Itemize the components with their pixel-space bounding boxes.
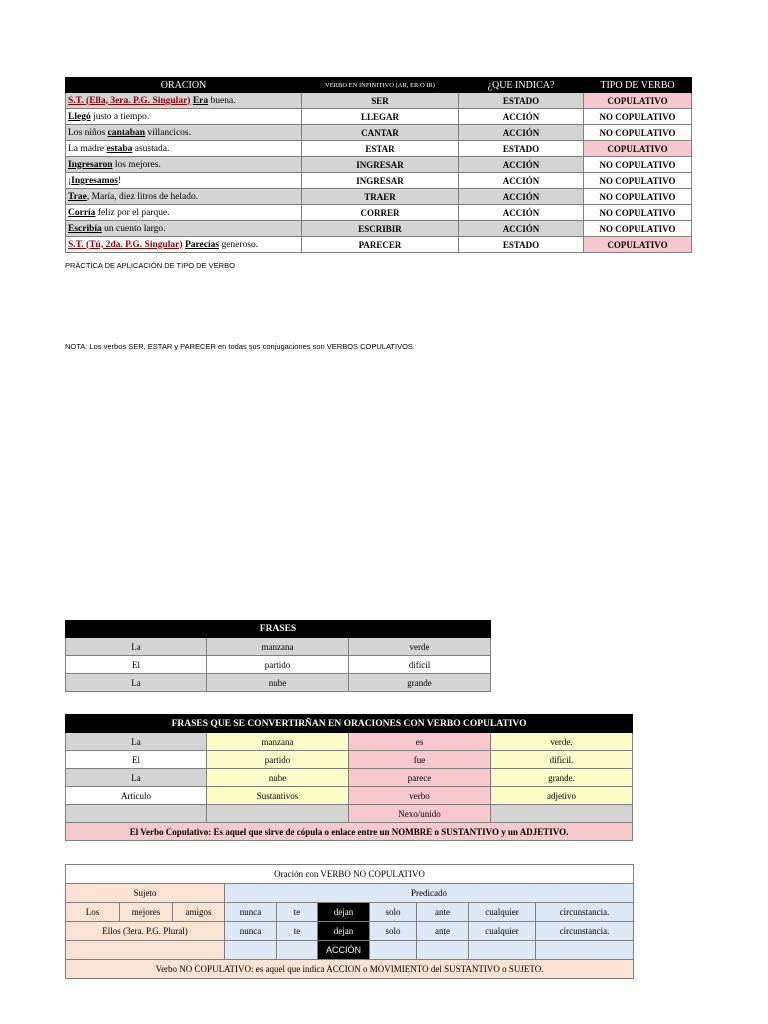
tacit-subject: S.T. (Tú, 2da. P.G. Singular): [68, 239, 183, 250]
frase-cell: El: [66, 656, 207, 674]
frase-cell: verde: [349, 638, 491, 656]
verb-type-row: [66, 125, 692, 141]
infinitivo-cell: ESCRIBIR: [302, 221, 459, 237]
verb-type-row: [66, 189, 692, 205]
sentence-cell: difícil.: [491, 751, 633, 769]
empty-cell: [277, 941, 318, 960]
verb-type-row: [66, 157, 692, 173]
word-cell: circunstancia.: [536, 922, 634, 941]
sentence-cell: manzana: [207, 733, 349, 751]
word-cell: circunstancia.: [536, 903, 634, 922]
oracion-post: justo a tiempo.: [90, 111, 150, 122]
oracion-cell: [66, 157, 302, 173]
example-row: [66, 922, 634, 941]
tipo-verbo-cell: NO COPULATIVO: [584, 173, 692, 189]
verb-cell: dejan: [318, 922, 370, 941]
oracion-post: feliz por el parque.: [95, 207, 170, 218]
verb-word: Era: [192, 95, 209, 106]
sentence-row: [66, 769, 633, 787]
frase-row: [66, 674, 491, 692]
sentence-cell: nube: [207, 769, 349, 787]
sentence-cell: El: [66, 751, 207, 769]
oracion-cell: [66, 205, 302, 221]
oracion-pre: La madre: [68, 143, 107, 154]
frase-cell: La: [66, 638, 207, 656]
infinitivo-cell: TRAER: [302, 189, 459, 205]
verb-type-row: [66, 237, 692, 253]
oracion-post: , María, diez litros de helado.: [86, 191, 199, 202]
header-tipo-verbo: TIPO DE VERBO: [584, 78, 692, 93]
oracion-post: generoso.: [219, 239, 259, 250]
oracion-pre: ¡: [68, 175, 72, 186]
sentence-row: [66, 805, 633, 823]
verb-word: estaba: [106, 143, 133, 154]
infinitivo-cell: SER: [302, 93, 459, 109]
tipo-verbo-cell: COPULATIVO: [584, 93, 692, 109]
sentence-cell: La: [66, 769, 207, 787]
copulative-sentences-table: [65, 714, 633, 841]
infinitivo-cell: PARECER: [302, 237, 459, 253]
que-indica-cell: ACCIÓN: [459, 189, 584, 205]
header-infinitivo: VERBO EN INFINITIVO (AR, ER O IR): [302, 78, 459, 93]
sentence-cell: [491, 805, 633, 823]
que-indica-cell: ESTADO: [459, 237, 584, 253]
verb-word: Corría: [68, 207, 96, 218]
non-copulative-title: Oración con VERBO NO COPULATIVO: [66, 865, 634, 884]
frase-cell: La: [66, 674, 207, 692]
sentence-row: [66, 751, 633, 769]
tacit-subject-cell: Ellos (3era. P.G. Plural): [66, 922, 225, 941]
infinitivo-cell: INGRESAR: [302, 173, 459, 189]
que-indica-cell: ACCIÓN: [459, 157, 584, 173]
que-indica-cell: ESTADO: [459, 141, 584, 157]
sujeto-label: Sujeto: [66, 884, 225, 903]
table-caption: PRÁCTICA DE APLICACIÓN DE TIPO DE VERBO: [65, 261, 235, 270]
oracion-cell: [66, 109, 302, 125]
verb-type-row: [66, 93, 692, 109]
frases-title: FRASES: [66, 621, 491, 638]
sentence-cell: verbo: [349, 787, 491, 805]
infinitivo-cell: INGRESAR: [302, 157, 459, 173]
word-cell: te: [277, 922, 318, 941]
infinitivo-cell: CANTAR: [302, 125, 459, 141]
verb-word: cantaban: [107, 127, 146, 138]
copulative-note: NOTA: Los verbos SER, ESTAR y PARECER en todas sus conjugaciones son VERBOS COPULATIVOS.: [65, 342, 415, 351]
non-copulative-table: [65, 864, 634, 979]
oracion-post: !: [117, 175, 122, 186]
infinitivo-cell: LLEGAR: [302, 109, 459, 125]
sentence-cell: Nexo/unido: [349, 805, 491, 823]
que-indica-cell: ACCIÓN: [459, 221, 584, 237]
word-cell: ante: [417, 922, 469, 941]
tipo-verbo-cell: NO COPULATIVO: [584, 157, 692, 173]
word-cell: cualquier: [469, 903, 536, 922]
copulative-definition: El Verbo Copulativo: Es aquel que sirve de cópula o enlace entre un NOMBRE o SUSTANTIVO y un ADJETIVO.: [66, 823, 633, 841]
empty-cell: [225, 941, 277, 960]
word-cell: mejores: [120, 903, 173, 922]
frase-cell: partido: [207, 656, 349, 674]
oracion-cell: [66, 125, 302, 141]
word-cell: solo: [370, 903, 417, 922]
empty-cell: [66, 941, 225, 960]
sentence-cell: es: [349, 733, 491, 751]
frase-cell: difícil: [349, 656, 491, 674]
oracion-post: buena.: [208, 95, 236, 106]
frase-row: [66, 638, 491, 656]
sentence-cell: [66, 805, 207, 823]
verb-word: Parecías: [184, 239, 220, 250]
sentence-cell: Sustantivos: [207, 787, 349, 805]
oracion-post: un cuento largo.: [101, 223, 166, 234]
empty-cell: [417, 941, 469, 960]
word-cell: amigos: [173, 903, 225, 922]
word-cell: nunca: [225, 903, 277, 922]
empty-cell: [536, 941, 634, 960]
tipo-verbo-cell: NO COPULATIVO: [584, 189, 692, 205]
que-indica-cell: ESTADO: [459, 93, 584, 109]
word-cell: nunca: [225, 922, 277, 941]
verb-word: Trae: [68, 191, 87, 202]
sentence-cell: La: [66, 733, 207, 751]
sentence-cell: Artículo: [66, 787, 207, 805]
que-indica-cell: ACCIÓN: [459, 125, 584, 141]
frase-cell: grande: [349, 674, 491, 692]
verb-word: Ingresaron: [68, 159, 113, 170]
word-cell: te: [277, 903, 318, 922]
verb-cell: dejan: [318, 903, 370, 922]
oracion-post: villancicos.: [145, 127, 191, 138]
oracion-cell: [66, 189, 302, 205]
sentence-cell: partido: [207, 751, 349, 769]
oracion-cell: [66, 237, 302, 253]
verb-type-row: [66, 173, 692, 189]
que-indica-cell: ACCIÓN: [459, 173, 584, 189]
verb-type-header-row: [66, 78, 692, 93]
sentence-cell: fue: [349, 751, 491, 769]
infinitivo-cell: ESTAR: [302, 141, 459, 157]
verb-word: Escribía: [68, 223, 102, 234]
oracion-pre: Los niños: [68, 127, 108, 138]
empty-cell: [469, 941, 536, 960]
copulative-table-title: FRASES QUE SE CONVERTIRÑAN EN ORACIONES CON VERBO COPULATIVO: [66, 715, 633, 733]
verb-word: Ingresamos: [71, 175, 118, 186]
word-cell: cualquier: [469, 922, 536, 941]
tipo-verbo-cell: COPULATIVO: [584, 141, 692, 157]
sentence-row: [66, 733, 633, 751]
accion-label: ACCIÓN: [318, 941, 370, 960]
que-indica-cell: ACCIÓN: [459, 109, 584, 125]
header-oracion: ORACION: [66, 78, 302, 93]
non-copulative-definition: Verbo NO COPULATIVO: es aquel que indica ACCION o MOVIMIENTO del SUSTANTIVO o SUJETO.: [66, 960, 634, 979]
verb-word: Llegó: [68, 111, 91, 122]
verb-type-row: [66, 205, 692, 221]
tipo-verbo-cell: NO COPULATIVO: [584, 125, 692, 141]
sentence-row: [66, 787, 633, 805]
sentence-cell: grande.: [491, 769, 633, 787]
predicado-label: Predicado: [225, 884, 634, 903]
word-cell: Los: [66, 903, 120, 922]
sentence-cell: verde.: [491, 733, 633, 751]
verb-type-row: [66, 141, 692, 157]
oracion-cell: [66, 221, 302, 237]
sentence-cell: parece: [349, 769, 491, 787]
oracion-cell: [66, 141, 302, 157]
infinitivo-cell: CORRER: [302, 205, 459, 221]
word-cell: ante: [417, 903, 469, 922]
example-row: [66, 903, 634, 922]
word-cell: solo: [370, 922, 417, 941]
verb-type-row: [66, 221, 692, 237]
sentence-cell: adjetivo: [491, 787, 633, 805]
header-que-indica: ¿QUE INDICA?: [459, 78, 584, 93]
frase-cell: nube: [207, 674, 349, 692]
tipo-verbo-cell: NO COPULATIVO: [584, 221, 692, 237]
oracion-cell: [66, 93, 302, 109]
verb-type-table: [65, 77, 692, 253]
oracion-post: los mejores.: [112, 159, 161, 170]
frases-table: [65, 620, 491, 692]
tacit-subject: S.T. (Ella, 3era. P.G. Singular): [68, 95, 191, 106]
tipo-verbo-cell: NO COPULATIVO: [584, 109, 692, 125]
que-indica-cell: ACCIÓN: [459, 205, 584, 221]
oracion-cell: [66, 173, 302, 189]
verb-type-row: [66, 109, 692, 125]
tipo-verbo-cell: COPULATIVO: [584, 237, 692, 253]
oracion-post: asustada.: [132, 143, 170, 154]
empty-cell: [370, 941, 417, 960]
tipo-verbo-cell: NO COPULATIVO: [584, 205, 692, 221]
frase-row: [66, 656, 491, 674]
frase-cell: manzana: [207, 638, 349, 656]
sentence-cell: [207, 805, 349, 823]
